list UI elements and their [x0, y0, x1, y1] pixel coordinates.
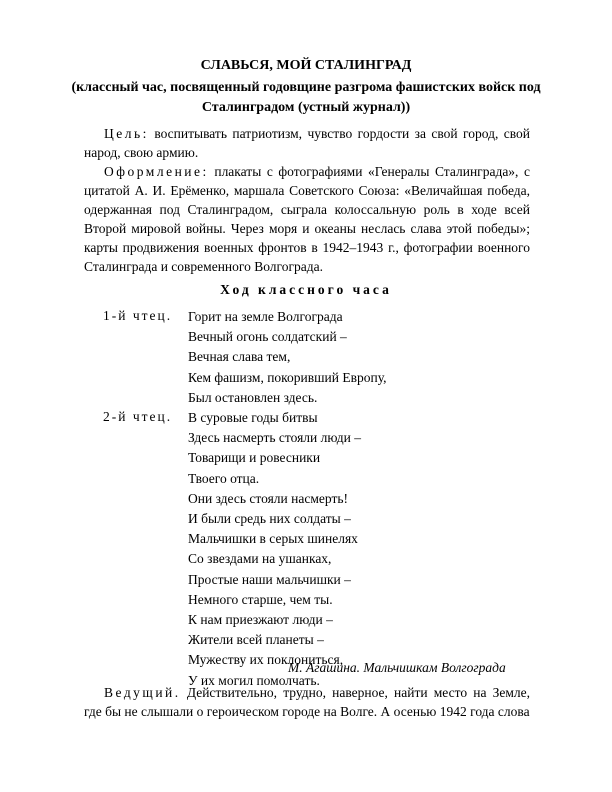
verse-line: В суровые годы битвы	[188, 410, 318, 425]
verse-line: К нам приезжают люди –	[188, 612, 333, 628]
verse-line: Мужеству их поклониться,	[188, 652, 344, 668]
verse-line: Вечный огонь солдатский –	[188, 329, 347, 345]
verse-line: Горит на земле Волгограда	[188, 309, 343, 324]
reader2-label: 2-й чтец.	[103, 409, 173, 424]
design-text: плакаты с фотографиями «Генералы Сталинграда», с цитатой А. И. Ерёменко, маршала Советского Союза: «Величайшая победа, одержанная под Сталинградом, сыграла колоссальную роль в ходе всей Второй мировой войны. Через моря и океаны неслась слава этой победы»; карты продвижения военных фронтов в 1942–1943 г., фотографии военного Сталинграда и современного Волгограда.	[84, 164, 530, 274]
reader1-label: 1-й чтец.	[103, 308, 173, 323]
verse-line: Товарищи и ровесники	[188, 450, 321, 466]
verse-line: Был остановлен здесь.	[188, 389, 318, 405]
verse-line: Здесь насмерть стояли люди –	[188, 430, 362, 446]
goal-text: воспитывать патриотизм, чувство гордости за свой город, свой народ, свою армию.	[84, 126, 530, 160]
reader2-verse	[188, 408, 361, 691]
document-subtitle: (классный час, посвященный годовщине разгрома фашистских войск под Сталинградом (устный журнал))	[71, 80, 541, 115]
document-title: СЛАВЬСЯ, МОЙ СТАЛИНГРАД	[200, 58, 412, 73]
verse-line: Со звездами на ушанках,	[188, 551, 332, 567]
host-text: Действительно, трудно, наверное, найти место на Земле, где бы не слышали о героическом городе на Волге. А осенью 1942 года слова	[84, 685, 531, 719]
verse-line: Жители всей планеты –	[188, 632, 324, 648]
poem-signature: М. Агашина. Мальчишкам Волгограда	[288, 660, 506, 675]
goal-label: Цель:	[104, 126, 149, 141]
design-label: Оформление:	[104, 164, 209, 179]
design-paragraph	[84, 162, 530, 276]
verse-line: И были средь них солдаты –	[188, 511, 351, 527]
verse-line: Они здесь стояли насмерть!	[188, 490, 349, 506]
host-label: Ведущий.	[104, 685, 181, 700]
verse-line: Простые наши мальчишки –	[188, 571, 351, 587]
verse-line: Немного старше, чем ты.	[188, 591, 333, 607]
goal-paragraph	[84, 124, 530, 162]
verse-line: Твоего отца.	[188, 470, 260, 486]
verse-line: Вечная слава тем,	[188, 349, 291, 365]
reader1-verse	[188, 307, 386, 408]
verse-line: Мальчишки в серых шинелях	[188, 531, 358, 547]
host-paragraph	[84, 683, 530, 721]
section-heading: Ход классного часа	[220, 282, 392, 297]
verse-line: Кем фашизм, покоривший Европу,	[188, 369, 387, 385]
verse-line: У их могил помолчать.	[188, 672, 320, 688]
